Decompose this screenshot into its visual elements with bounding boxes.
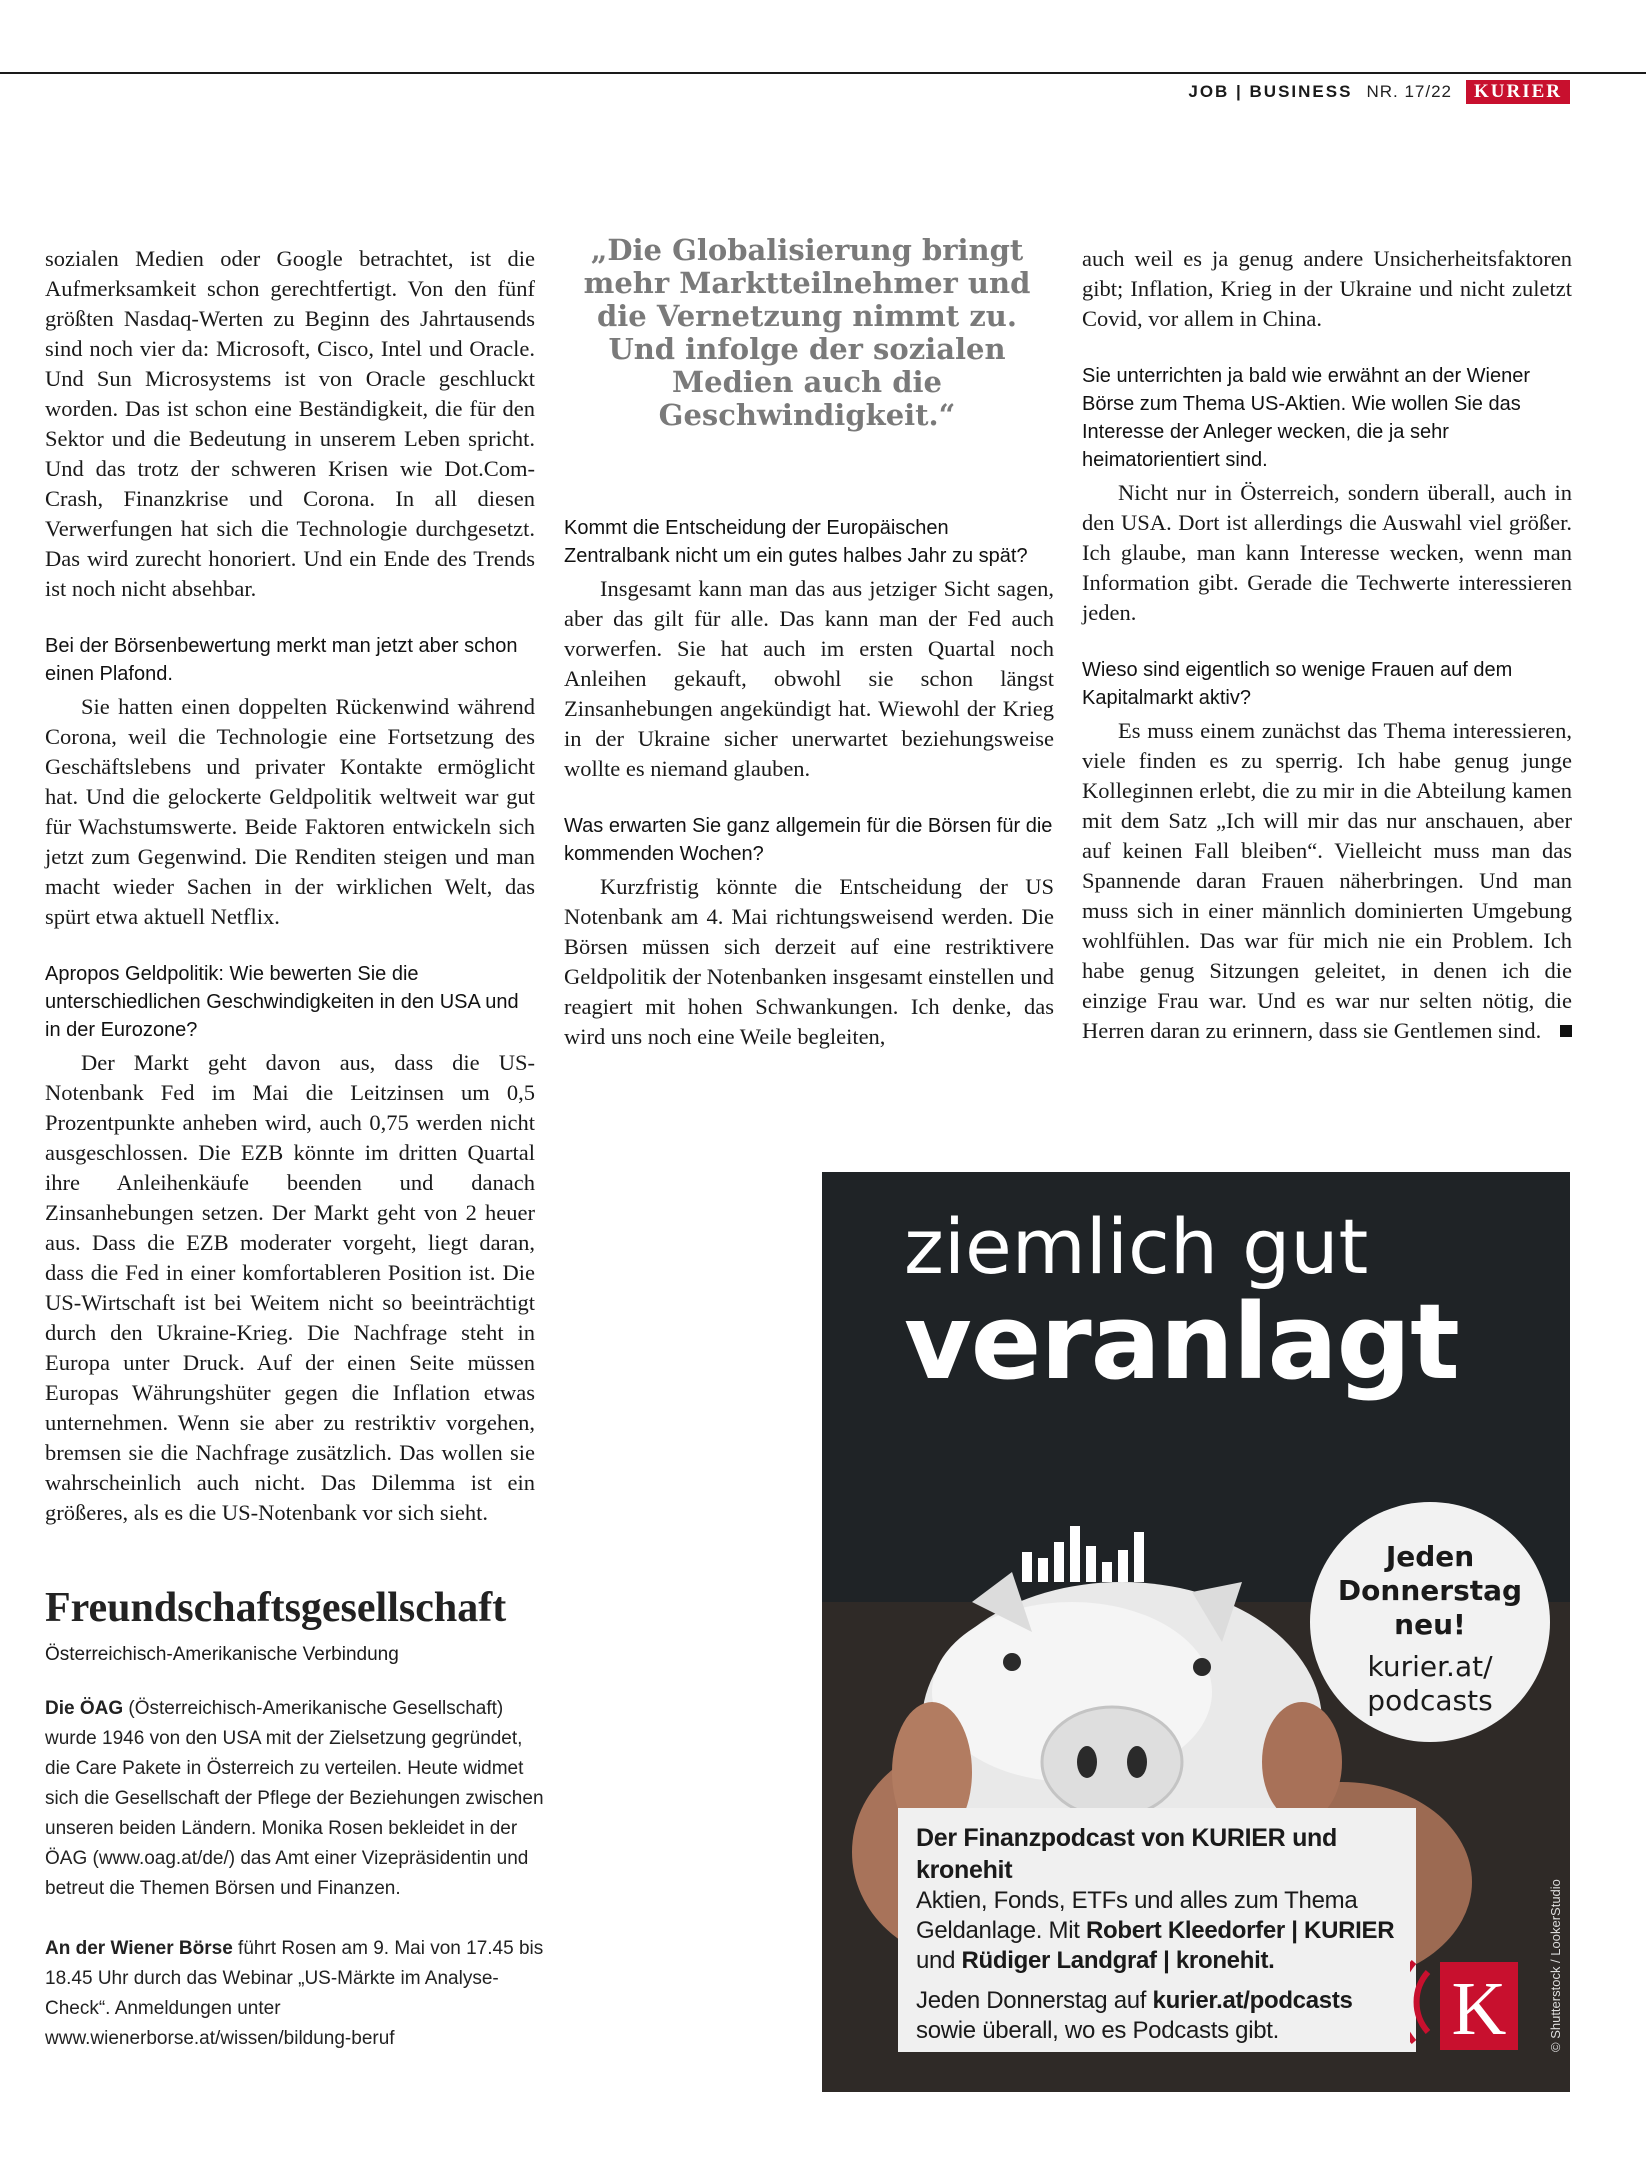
- interview-question: Kommt die Entscheidung der Europäischen Zentralbank nicht um ein gutes halbes Jahr zu spät?: [564, 517, 1028, 567]
- lead-in: An der Wiener Börse: [45, 1938, 233, 1959]
- ad-text: Aktien, Fonds, ETFs und alles zum Thema Geldanlage. Mit: [916, 1887, 1358, 1944]
- info-box-paragraph: [45, 1694, 545, 1904]
- section-label: JOB | BUSINESS: [1188, 82, 1353, 101]
- badge-bold-text: Jeden Donnerstag neu!: [1337, 1540, 1523, 1641]
- kurier-k-logo: [1410, 1942, 1520, 2052]
- article-column-2: [564, 514, 1054, 1052]
- interview-question: Sie unterrichten ja bald wie erwähnt an der Wiener Börse zum Thema US-Aktien. Wie wollen Sie das Interesse der Anleger wecken, die ja sehr heimatorientiert sind.: [1082, 365, 1531, 471]
- ad-panel-schedule: [916, 1986, 1398, 2046]
- paragraph: auch weil es ja genug andere Unsicherheitsfaktoren gibt; Inflation, Krieg in der Ukraine und nicht zuletzt Covid, vor allem in China.: [1082, 246, 1572, 331]
- pull-quote: „Die Globalisierung bringt mehr Marktteilnehmer und die Vernetzung nimmt zu. Und infolge der sozialen Medien auch die Geschwindigkeit.“: [583, 233, 1031, 432]
- info-box-paragraph: [45, 1934, 545, 2054]
- kurier-logo: KURIER: [1466, 80, 1570, 104]
- logo-letter: K: [1451, 1967, 1507, 2051]
- article-column-1: [45, 244, 535, 1528]
- info-box-title: Freundschaftsgesellschaft: [45, 1585, 507, 1631]
- interview-question: Was erwarten Sie ganz allgemein für die Börsen für die kommenden Wochen?: [564, 815, 1053, 865]
- badge-every-thursday: [1310, 1502, 1550, 1742]
- ad-panel-title: Der Finanzpodcast von KURIER und kronehit: [916, 1824, 1337, 1884]
- ad-headline-line-1: ziemlich gut: [904, 1202, 1369, 1291]
- podcast-url: kurier.at/podcasts: [1152, 1987, 1353, 2014]
- paragraph-text: Es muss einem zunächst das Thema interessieren, viele finden es zu sperrig. Ich habe genug junge Kolleginnen erlebt, die zu mir in die Abteilung kamen mit dem Satz „Ich will mir das nur anschauen, aber auf keinen Fall bleiben“. Vielleicht muss man das Spannende daran Frauen näherbringen. Und man muss sich in einer männlich dominierten Umgebung wohlfühlen. Das war für mich nie ein Problem. Ich habe genug Sitzungen geleitet, in denen ich die einzige Frau war. Und es war nur selten nötig, die Herren daran zu erinnern, dass sie Gentlemen sind.: [1082, 718, 1572, 1043]
- paragraph: Sie hatten einen doppelten Rückenwind während Corona, weil die Technologie eine Fortsetzung des Geschäftslebens und privater Kontakte ermöglicht hat. Und die gelockerte Geldpolitik weltweit war gut für Wachstumswerte. Beide Faktoren entwickeln sich jetzt zum Gegenwind. Die Renditen steigen und man macht wieder Sachen in der wirklichen Welt, das spürt etwa aktuell Netflix.: [45, 694, 535, 929]
- badge-url: kurier.at/ podcasts: [1367, 1650, 1493, 1717]
- info-box-subtitle: Österreichisch-Amerikanische Verbindung: [45, 1644, 399, 1665]
- paragraph: Kurzfristig könnte die Entscheidung der US Notenbank am 4. Mai richtungsweisend werden. Die Börsen müssen sich derzeit auf eine restriktivere Geldpolitik der Notenbanken insgesamt einstellen und reagiert mit hohen Schwankungen. Ich denke, das wird uns noch eine Weile begleiten,: [564, 874, 1054, 1049]
- paragraph: Insgesamt kann man das aus jetziger Sicht sagen, aber das gilt für alle. Das kann man der Fed auch vorwerfen. Sie hat auch im ersten Quartal noch Anleihen gekauft, obwohl sie schon längst Zinsanhebungen angekündigt hat. Wiewohl der Krieg in der Ukraine sicher unerwartet beziehungsweise wollte es niemand glauben.: [564, 576, 1054, 781]
- ad-panel-description: [916, 1886, 1398, 1976]
- issue-number: NR. 17/22: [1366, 82, 1452, 101]
- ad-info-panel: [898, 1808, 1416, 2052]
- host-name: Rüdiger Landgraf | kronehit.: [961, 1947, 1275, 1974]
- interview-question: Apropos Geldpolitik: Wie bewerten Sie die unterschiedlichen Geschwindigkeiten in den USA und in der Eurozone?: [45, 963, 519, 1041]
- paragraph-text: führt Rosen am 9. Mai von 17.45 bis 18.45 Uhr durch das Webinar „US-Märkte im Analyse-Check“. Anmeldungen unter www.wienerborse.at/wissen/bildung-beruf: [45, 1938, 544, 2049]
- paragraph: Nicht nur in Österreich, sondern überall, auch in den USA. Dort ist allerdings die Auswahl viel größer. Ich glaube, man kann Interesse wecken, wenn man Information gibt. Gerade die Techwerte interessieren jeden.: [1082, 480, 1572, 625]
- ad-text: und: [916, 1947, 962, 1974]
- ad-headline-line-2: veranlagt: [904, 1281, 1459, 1403]
- ad-text: sowie überall, wo es Podcasts gibt.: [916, 2017, 1280, 2044]
- photo-credit: © Shutterstock / LookerStudio: [1548, 1879, 1563, 2052]
- ad-text: Jeden Donnerstag auf: [916, 1987, 1153, 2014]
- paragraph-text: (Österreichisch-Amerikanische Gesellschaft) wurde 1946 von den USA mit der Zielsetzung gegründet, die Care Pakete in Österreich zu verteilen. Heute widmet sich die Gesellschaft der Pflege der Beziehungen zwischen unseren beiden Ländern. Monika Rosen bekleidet in der ÖAG (www.oag.at/de/) das Amt einer Vizepräsidentin und betreut die Themen Börsen und Finanzen.: [45, 1698, 544, 1899]
- paragraph: [1082, 716, 1572, 1046]
- interview-question: Bei der Börsenbewertung merkt man jetzt aber schon einen Plafond.: [45, 635, 518, 685]
- top-rule: [0, 72, 1646, 74]
- interview-question: Wieso sind eigentlich so wenige Frauen auf dem Kapitalmarkt aktiv?: [1082, 659, 1513, 709]
- lead-in: Die ÖAG: [45, 1698, 124, 1719]
- end-of-article-mark: [1560, 1025, 1572, 1037]
- paragraph: sozialen Medien oder Google betrachtet, ist die Aufmerksamkeit schon gerechtfertigt. Von den fünf größten Nasdaq-Werten zu Beginn des Jahrtausends sind noch vier da: Microsoft, Cisco, Intel und Oracle. Und Sun Microsystems ist von Oracle geschluckt worden. Das ist schon eine Beständigkeit, die für den Sektor und die Bedeutung in unserem Leben spricht. Und das trotz der schweren Krisen wie Dot.Com-Crash, Finanzkrise und Corona. In all diesen Verwerfungen hat sich die Technologie durchgesetzt. Das wird zurecht honoriert. Und ein Ende des Trends ist noch nicht absehbar.: [45, 246, 535, 601]
- podcast-advertisement: [822, 1172, 1570, 2092]
- host-name: Robert Kleedorfer | KURIER: [1085, 1917, 1395, 1944]
- page-header: [1188, 80, 1570, 104]
- article-column-3: [1082, 244, 1572, 1046]
- paragraph: Der Markt geht davon aus, dass die US-Notenbank Fed im Mai die Leitzinsen um 0,5 Prozentpunkte anheben wird, auch 0,75 werden nicht ausgeschlossen. Die EZB könnte im dritten Quartal ihre Anleihenkäufe beenden und danach Zinsanhebungen setzen. Der Markt geht von 2 heuer aus. Dass die EZB moderater vorgeht, liegt daran, dass die Fed in einer komfortableren Position ist. Die US-Wirtschaft ist bei Weitem nicht so beeinträchtigt durch den Ukraine-Krieg. Die Nachfrage steht in Europa unter Druck. Auf der einen Seite müssen Europas Währungshüter gegen die Inflation etwas unternehmen. Wenn sie aber zu restriktiv vorgehen, bremsen sie die Nachfrage zusätzlich. Das wollen sie wahrscheinlich auch nicht. Das Dilemma ist ein größeres, als es die US-Notenbank vor sich sieht.: [45, 1050, 535, 1525]
- info-box: [45, 1582, 545, 2084]
